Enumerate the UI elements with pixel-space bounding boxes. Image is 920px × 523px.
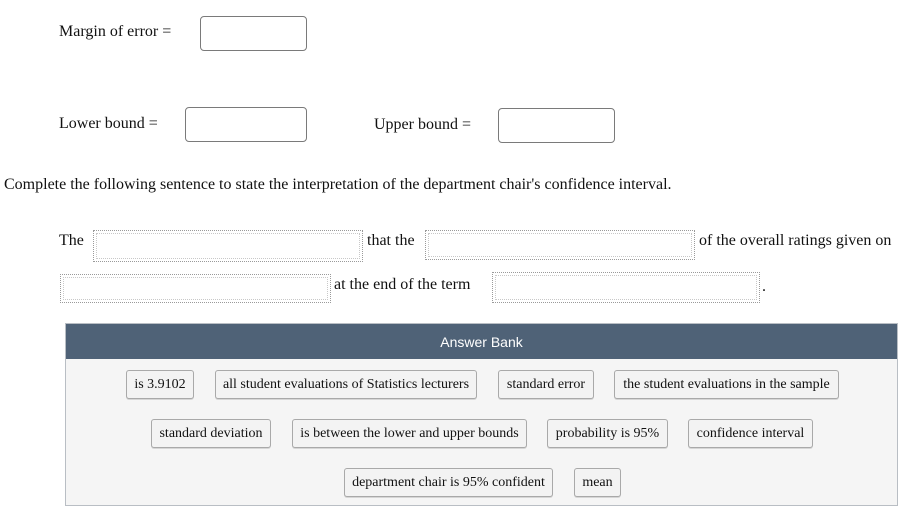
answer-chip-between-bounds[interactable]: is between the lower and upper bounds (292, 419, 527, 448)
drop-zone-3[interactable] (60, 274, 331, 303)
drop-zone-1[interactable] (93, 230, 363, 262)
lower-bound-input[interactable] (185, 107, 307, 142)
instruction-text: Complete the following sentence to state the interpretation of the department chair's confidence interval. (4, 176, 672, 193)
sentence-that-the: that the (367, 232, 415, 249)
sentence-the: The (59, 232, 84, 249)
answer-chip-confidence-interval[interactable]: confidence interval (688, 419, 813, 448)
margin-of-error-input[interactable] (200, 16, 307, 51)
answer-chip-chair-95-confident[interactable]: department chair is 95% confident (344, 468, 553, 497)
upper-bound-label: Upper bound = (374, 116, 472, 133)
answer-chip-is-3-9102[interactable]: is 3.9102 (126, 370, 194, 399)
answer-chip-evaluations-in-sample[interactable]: the student evaluations in the sample (614, 370, 839, 399)
sentence-of-overall: of the overall ratings given on (699, 232, 892, 249)
answer-chip-standard-error[interactable]: standard error (498, 370, 594, 399)
upper-bound-input[interactable] (498, 108, 615, 143)
sentence-end-of-term: at the end of the term (334, 276, 471, 293)
drop-zone-2[interactable] (425, 230, 695, 260)
answer-chip-mean[interactable]: mean (574, 468, 621, 497)
answer-bank (65, 323, 898, 506)
answer-chip-all-student-evaluations[interactable]: all student evaluations of Statistics lecturers (215, 370, 477, 399)
sentence-period: . (762, 278, 766, 295)
answer-chip-probability-95[interactable]: probability is 95% (547, 419, 668, 448)
margin-of-error-label: Margin of error = (59, 23, 172, 40)
lower-bound-label: Lower bound = (59, 115, 158, 132)
answer-bank-title: Answer Bank (66, 324, 897, 359)
drop-zone-4[interactable] (492, 272, 760, 303)
answer-chip-standard-deviation[interactable]: standard deviation (151, 419, 271, 448)
